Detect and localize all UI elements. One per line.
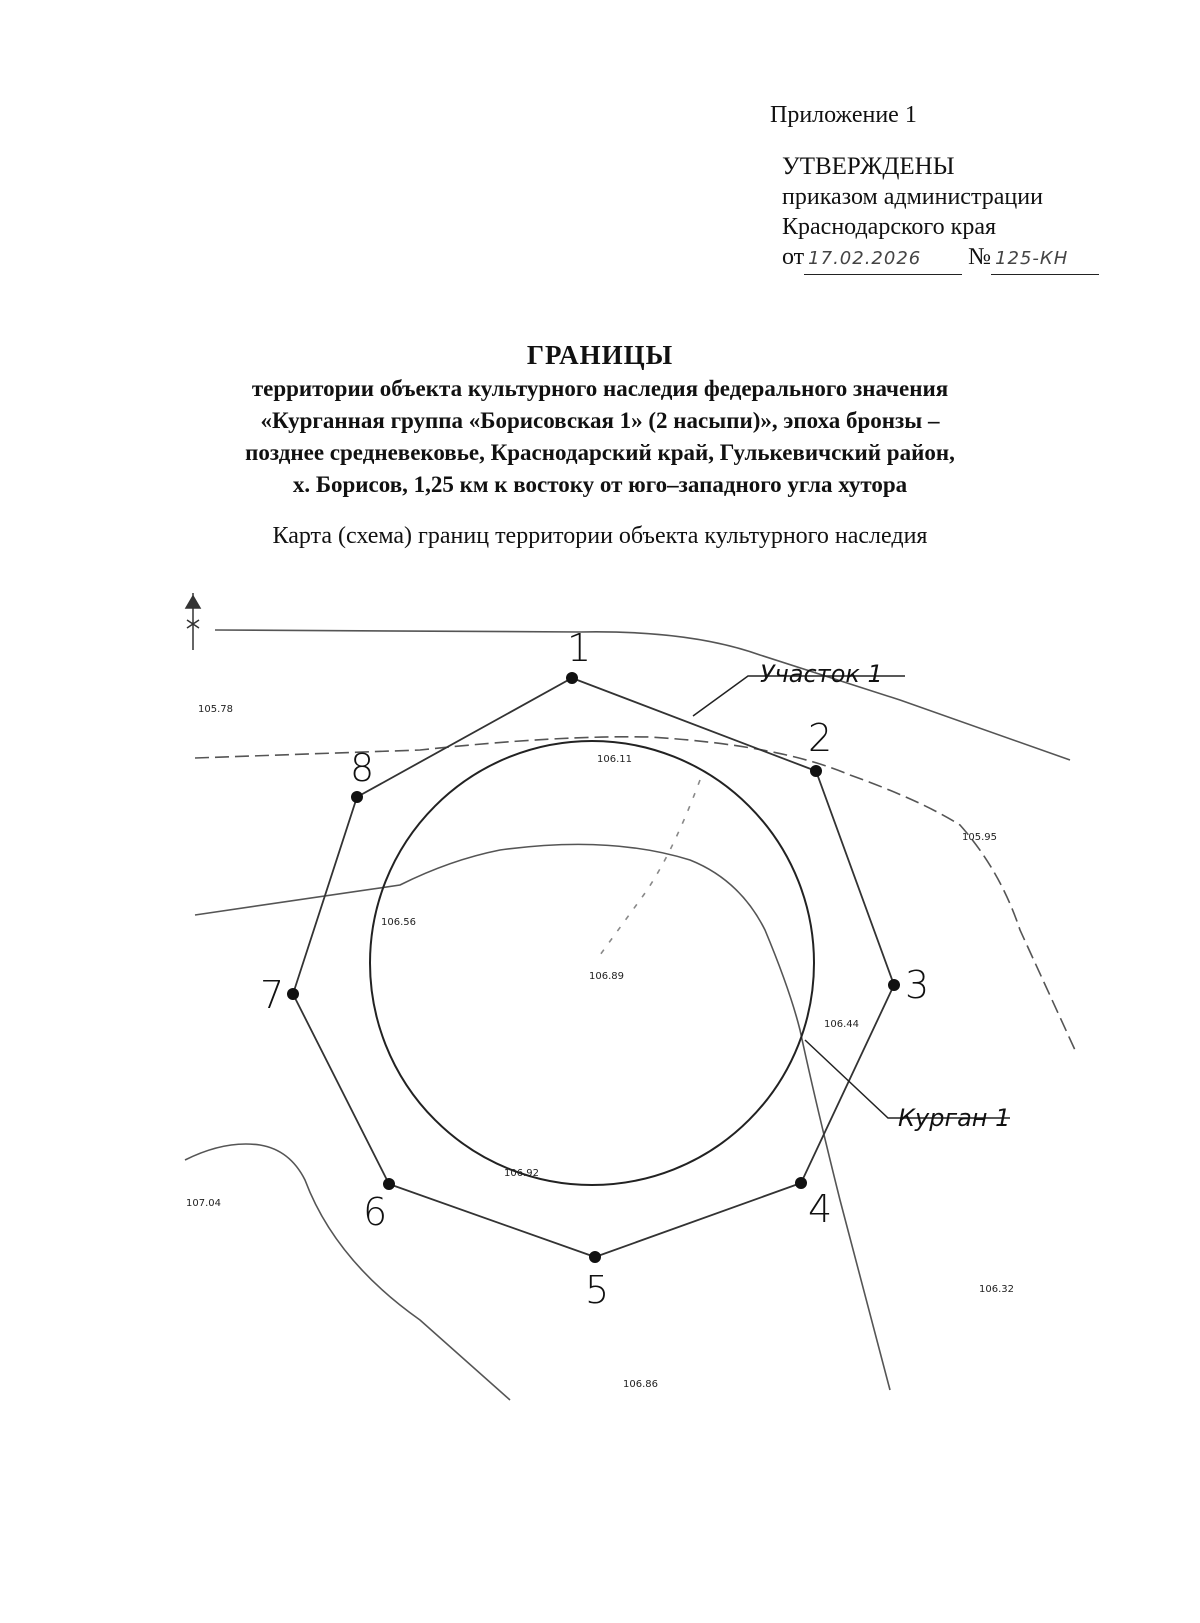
document-title: ГРАНИЦЫ xyxy=(526,340,674,370)
map-subtitle: Карта (схема) границ территории объекта культурного наследия xyxy=(272,523,928,549)
point-label-1: 1 xyxy=(567,626,592,670)
boundary-points xyxy=(287,672,900,1263)
region-line: Краснодарского края xyxy=(782,214,997,240)
boundary-polygon xyxy=(293,678,894,1257)
boundary-point-4 xyxy=(795,1177,807,1189)
point-label-3: 3 xyxy=(905,963,930,1007)
elevation-mark: 106.44 xyxy=(824,1019,859,1030)
contour-line-top xyxy=(215,630,1070,760)
point-labels xyxy=(260,626,929,1312)
elevation-mark: 105.78 xyxy=(198,704,233,715)
point-label-6: 6 xyxy=(363,1190,388,1234)
callout-mound xyxy=(805,1040,1010,1132)
from-label: от xyxy=(782,244,805,270)
title-line-4: х. Борисов, 1,25 км к востоку от юго–западного угла хутора xyxy=(292,472,908,497)
point-label-5: 5 xyxy=(585,1268,610,1312)
appendix-label: Приложение 1 xyxy=(770,102,917,128)
mound-circle xyxy=(370,741,814,1185)
boundary-point-2 xyxy=(810,765,822,777)
point-label-8: 8 xyxy=(350,746,375,790)
boundary-point-8 xyxy=(351,791,363,803)
point-label-4: 4 xyxy=(808,1187,833,1231)
contour-lines xyxy=(185,630,1075,1400)
elevation-mark: 106.86 xyxy=(623,1379,658,1390)
elevation-mark: 107.04 xyxy=(186,1198,221,1209)
boundary-point-5 xyxy=(589,1251,601,1263)
faint-line-north xyxy=(600,780,700,955)
elevation-mark: 106.89 xyxy=(589,971,624,982)
approved-heading: УТВЕРЖДЕНЫ xyxy=(782,153,955,180)
order-number: 125-КН xyxy=(991,244,1099,275)
elevation-mark: 106.56 xyxy=(381,917,416,928)
callout-plot xyxy=(693,660,905,716)
order-date: 17.02.2026 xyxy=(804,244,962,275)
north-arrow-icon xyxy=(186,593,200,650)
title-line-2: «Курганная группа «Борисовская 1» (2 насыпи)», эпоха бронзы – xyxy=(260,408,940,433)
point-label-2: 2 xyxy=(808,716,833,760)
callout-mound-label: Курган 1 xyxy=(898,1104,1011,1132)
point-label-7: 7 xyxy=(260,973,285,1017)
elevation-mark: 106.11 xyxy=(597,754,632,765)
callout-plot-label: Участок 1 xyxy=(760,660,883,688)
elevation-mark: 106.92 xyxy=(504,1168,539,1179)
title-line-3: позднее средневековье, Краснодарский край, Гулькевичский район, xyxy=(245,440,955,465)
elevation-mark: 105.95 xyxy=(962,832,997,843)
boundary-point-7 xyxy=(287,988,299,1000)
boundary-point-1 xyxy=(566,672,578,684)
contour-line-lower xyxy=(195,844,890,1390)
contour-line-sw xyxy=(185,1144,510,1400)
title-line-1: территории объекта культурного наследия федерального значения xyxy=(251,376,949,401)
approved-by-line: приказом администрации xyxy=(782,184,1043,210)
number-label: № xyxy=(968,244,992,270)
contour-line-mid xyxy=(195,737,1075,1050)
elevation-mark: 106.32 xyxy=(979,1284,1014,1295)
boundary-point-3 xyxy=(888,979,900,991)
boundary-point-6 xyxy=(383,1178,395,1190)
